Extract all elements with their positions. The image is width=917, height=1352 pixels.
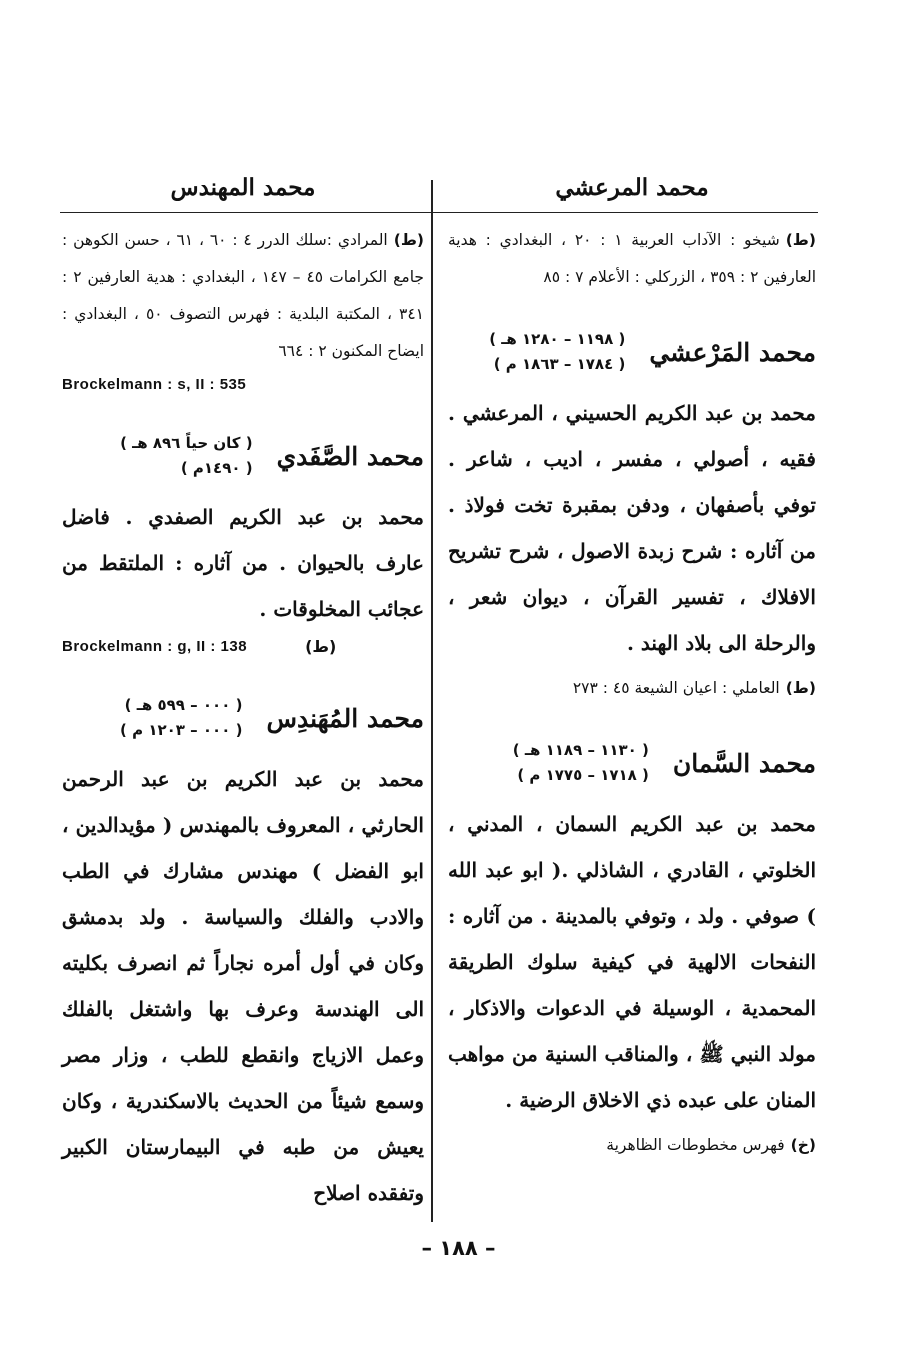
entry-source bbox=[448, 1127, 816, 1164]
dates-gregorian: ( ٠٠٠ – ١٢٠٣ م ) bbox=[120, 721, 243, 739]
entry-marashi bbox=[448, 320, 816, 707]
entry-body: محمد بن عبد الكريم بن عبد الرحمن الحارثي ، المعروف بالمهندس ( مؤيدالدين ، ابو الفضل ) مهندس مشارك في الطب والادب والفلك والسياسة . ولد بدمشق وكان في أول أمره نجاراً ثم انصرف بكليته الى الهندسة وعرف بها واشتغل بالفلك وعمل الازياج وانقطع للطب ، وزار مصر وسمع شيئاً من الحديث بالاسكندرية ، وكان يعيش من طبه في البيمارستان الكبير وتفقده اصلاح bbox=[62, 767, 424, 1205]
source-tag: (ط) bbox=[305, 637, 337, 656]
entry-name: محمد الصَّفَدي bbox=[276, 441, 424, 471]
running-head-left: محمد المهندس bbox=[170, 174, 316, 201]
dates-gregorian: ( ١٧١٨ – ١٧٧٥ م ) bbox=[517, 766, 649, 784]
source-tag: (ط) bbox=[785, 231, 816, 249]
entry-body: محمد بن عبد الكريم السمان ، المدني ، الخلوتي ، القادري ، الشاذلي .( ابو عبد الله ) صوفي . ولد ، وتوفي بالمدينة . من آثاره : النفحات الالهية في كيفية سلوك الطريقة المحمدية ، الوسيلة في الدعوات والاذكار ، مولد النبي ﷺ ، والمناقب السنية من مواهب المنان على عبده ذي الاخلاق الرضية . bbox=[448, 812, 816, 1112]
dates-hijri: ( ١١٩٨ – ١٢٨٠ هـ ) bbox=[489, 330, 626, 348]
entry-safadi bbox=[62, 424, 424, 662]
dates-hijri: ( ٠٠٠ – ٥٩٩ هـ ) bbox=[124, 696, 243, 714]
source-text: المرادي :سلك الدرر ٤ : ٦٠ ، ٦١ ، حسن الكوهن : جامع الكرامات ٤٥ – ١٤٧ ، البغدادي : هدية العارفين ٢ : ٣٤١ ، المكتبة البلدية : فهرس التصوف ٥٠ ، البغدادي : ايضاح المكنون ٢ : ٦٦٤ bbox=[62, 231, 425, 360]
source-tag: (ط) bbox=[393, 231, 425, 249]
entry-body: محمد بن عبد الكريم الحسيني ، المرعشي . فقيه ، أصولي ، مفسر ، اديب ، شاعر . توفي بأصفهان ، ودفن بمقبرة تخت فولاذ . من آثاره : شرح زبدة الاصول ، شرح تشريح الافلاك ، تفسير القرآن ، ديوان شعر ، والرحلة الى بلاد الهند . bbox=[448, 401, 816, 655]
entry-body: محمد بن عبد الكريم الصفدي . فاضل عارف بالحيوان . من آثاره : الملتقط من عجائب المخلوقات . bbox=[62, 505, 424, 621]
header-rule bbox=[60, 212, 818, 213]
top-sources-right bbox=[448, 222, 816, 296]
source-tag: (خ) bbox=[790, 1136, 816, 1154]
column-divider bbox=[431, 180, 433, 1222]
right-column-body bbox=[448, 222, 816, 1164]
entry-dates bbox=[489, 327, 625, 377]
dates-gregorian: ( ١٤٩٠م ) bbox=[180, 459, 253, 477]
running-head-right: محمد المرعشي bbox=[555, 174, 709, 201]
source-tag: (ط) bbox=[785, 679, 816, 697]
latin-reference bbox=[62, 632, 424, 662]
source-text: شيخو : الآداب العربية ١ : ٢٠ ، البغدادي : هدية العارفين ٢ : ٣٥٩ ، الزركلي : الأعلام ٧ : ٨٥ bbox=[448, 231, 816, 286]
dates-hijri: ( كان حياً ٨٩٦ هـ ) bbox=[120, 434, 253, 452]
entry-name: محمد المَرْعشي bbox=[649, 337, 816, 367]
source-text: العاملي : اعيان الشيعة ٤٥ : ٢٧٣ bbox=[572, 679, 780, 697]
entry-dates bbox=[120, 693, 242, 743]
left-column-body bbox=[62, 222, 424, 1216]
right-column bbox=[448, 170, 816, 1154]
entry-heading bbox=[448, 320, 816, 384]
entry-name: محمد السَّمان bbox=[672, 748, 816, 778]
page-number: – ١٨٨ – bbox=[421, 1236, 496, 1260]
entry-heading bbox=[62, 424, 424, 488]
entry-name: محمد المُهَندِس bbox=[266, 703, 424, 733]
top-sources-left bbox=[62, 222, 424, 370]
entry-muhandis bbox=[62, 686, 424, 1216]
source-text: فهرس مخطوطات الظاهرية bbox=[606, 1136, 785, 1154]
entry-dates bbox=[513, 738, 649, 788]
dates-gregorian: ( ١٧٨٤ – ١٨٦٣ م ) bbox=[493, 355, 626, 373]
dates-hijri: ( ١١٣٠ – ١١٨٩ هـ ) bbox=[512, 741, 649, 759]
latin-reference-text: Brockelmann : g, II : 138 bbox=[62, 638, 248, 655]
entry-dates bbox=[120, 431, 253, 481]
latin-reference-text: Brockelmann : s, II : 535 bbox=[62, 376, 247, 393]
latin-reference bbox=[62, 370, 424, 400]
entry-heading bbox=[448, 731, 816, 795]
entry-heading bbox=[62, 686, 424, 750]
entry-samman bbox=[448, 731, 816, 1164]
left-column bbox=[62, 170, 425, 1205]
entry-source bbox=[448, 670, 816, 707]
